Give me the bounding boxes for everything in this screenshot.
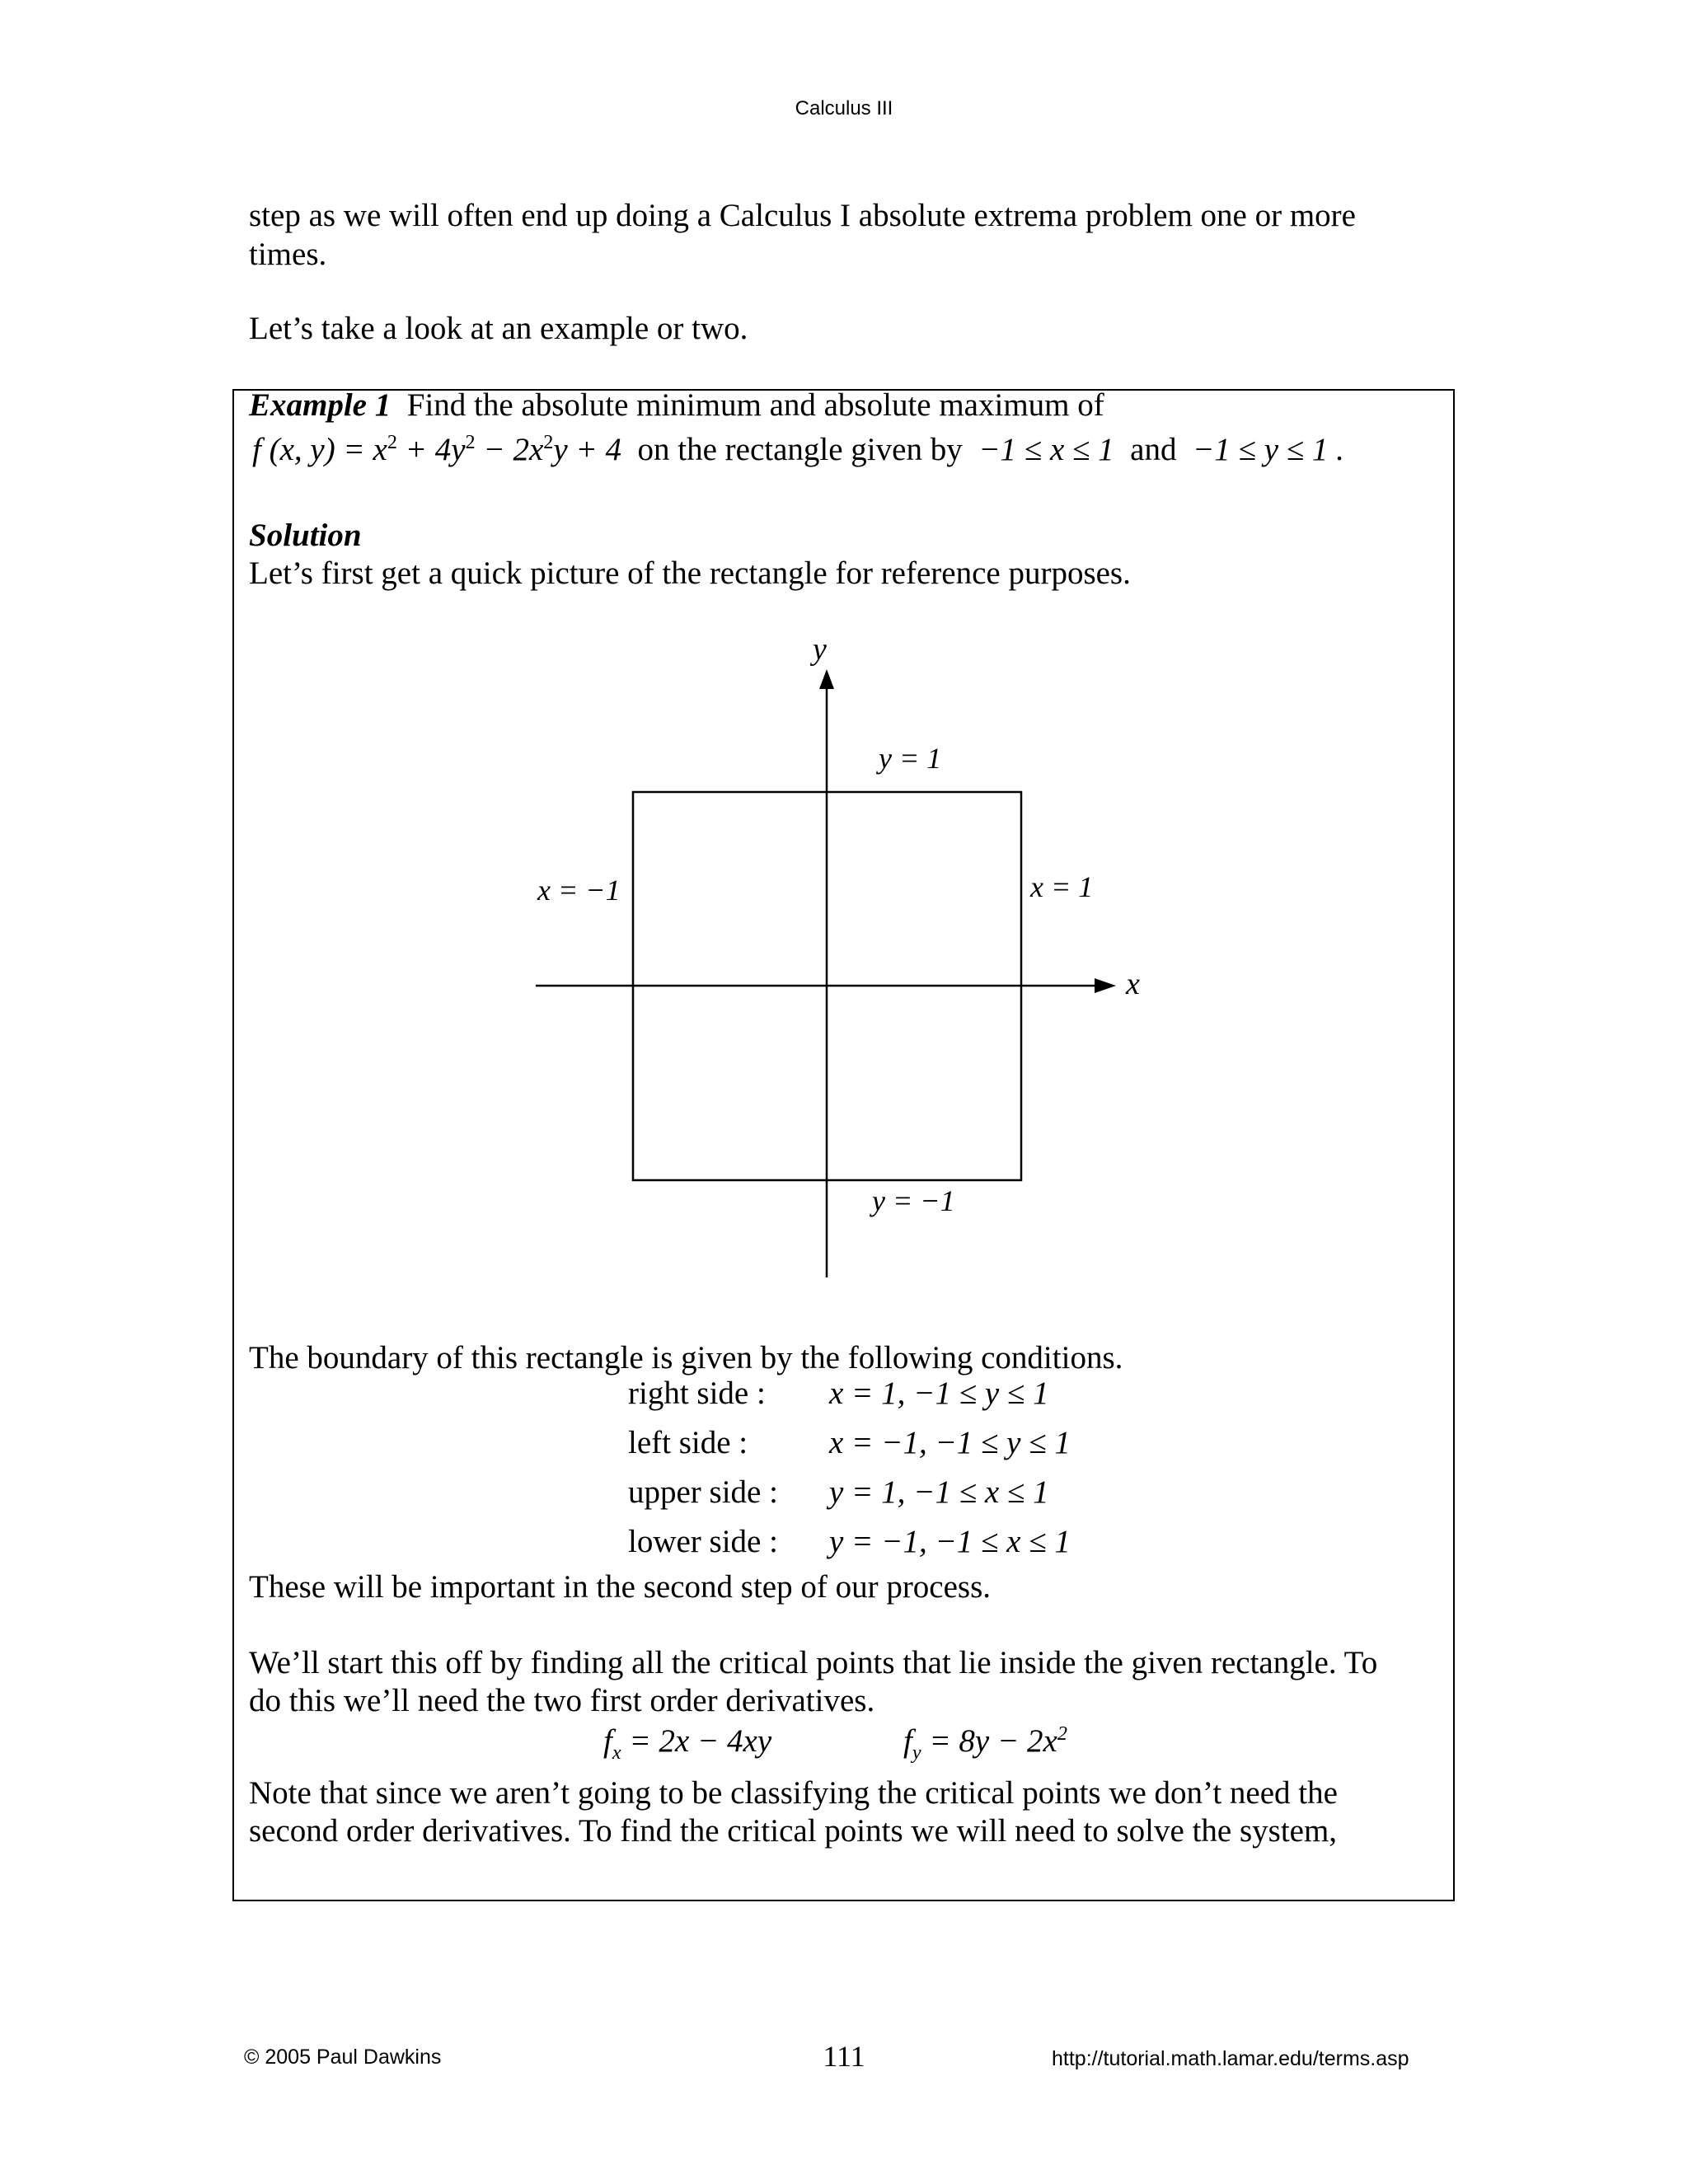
boundary-cond-right: x = 1, −1 ≤ y ≤ 1 — [829, 1376, 1049, 1411]
footer-page-number: 111 — [823, 2040, 865, 2073]
fx-f: f — [603, 1723, 612, 1759]
solution-label: Solution — [249, 518, 362, 553]
example-statement-text: Find the absolute minimum and absolute maximum of — [406, 387, 1104, 423]
bottom-edge-label: y = −1 — [872, 1184, 955, 1217]
x-axis-label: x — [1126, 967, 1140, 1001]
boundary-intro: The boundary of this rectangle is given by the following conditions. — [249, 1340, 1123, 1376]
x-axis-arrowhead — [1095, 978, 1116, 993]
boundary-side-upper: upper side : — [628, 1474, 778, 1510]
boundary-cond-lower: y = −1, −1 ≤ x ≤ 1 — [829, 1524, 1071, 1559]
critical-line-1: We’ll start this off by finding all the critical points that lie inside the given rectangle. To — [249, 1645, 1378, 1680]
y-axis-label: y — [813, 632, 827, 667]
boundary-after: These will be important in the second step of our process. — [249, 1569, 992, 1605]
right-edge-label: x = 1 — [1030, 870, 1094, 903]
function-term-x: x — [373, 432, 387, 467]
fy-sup: 2 — [1057, 1722, 1067, 1745]
intro-line-3: Let’s take a look at an example or two. — [249, 311, 748, 346]
fy-sub: y — [912, 1741, 921, 1764]
fx-equation — [603, 1722, 772, 1764]
on-rect-text: on the rectangle given by — [637, 432, 963, 467]
fy-f: f — [903, 1723, 912, 1759]
footer-url[interactable]: http://tutorial.math.lamar.edu/terms.asp — [1052, 2047, 1409, 2070]
boundary-side-left: left side : — [628, 1425, 748, 1460]
x-range: −1 ≤ x ≤ 1 — [978, 432, 1114, 467]
left-edge-label: x = −1 — [537, 874, 621, 907]
and-text: and — [1130, 432, 1177, 467]
fx-rhs: = 2x − 4xy — [629, 1723, 772, 1759]
y-axis-arrowhead — [819, 669, 834, 689]
exp-1: 2 — [387, 431, 397, 453]
intro-line-1: step as we will often end up doing a Calculus I absolute extrema problem one or more — [249, 198, 1356, 233]
function-term-y4: y + 4 — [553, 432, 622, 467]
boundary-cond-upper: y = 1, −1 ≤ x ≤ 1 — [829, 1474, 1049, 1510]
function-term-4y: + 4y — [405, 432, 466, 467]
y-range: −1 ≤ y ≤ 1 . — [1192, 432, 1344, 467]
boundary-side-lower: lower side : — [628, 1524, 778, 1559]
footer-copyright: © 2005 Paul Dawkins — [244, 2046, 442, 2069]
fy-equation — [903, 1722, 1067, 1764]
example-label: Example 1 — [249, 387, 392, 423]
page-header: Calculus III — [795, 97, 893, 120]
exp-3: 2 — [543, 431, 554, 453]
fy-rhs: = 8y − 2x — [929, 1723, 1057, 1759]
function-lhs: f (x, y) = — [252, 432, 365, 467]
boundary-cond-left: x = −1, −1 ≤ y ≤ 1 — [829, 1425, 1071, 1460]
intro-line-2: times. — [249, 237, 327, 272]
note-line-2: second order derivatives. To find the critical points we will need to solve the system, — [249, 1813, 1338, 1849]
solution-intro: Let’s first get a quick picture of the rectangle for reference purposes. — [249, 555, 1131, 591]
top-edge-label: y = 1 — [879, 742, 942, 775]
boundary-side-right: right side : — [628, 1376, 766, 1411]
exp-2: 2 — [465, 431, 476, 453]
function-term-2x: − 2x — [483, 432, 544, 467]
critical-line-2: do this we’ll need the two first order derivatives. — [249, 1683, 875, 1718]
note-line-1: Note that since we aren’t going to be classifying the critical points we don’t need the — [249, 1775, 1338, 1811]
fx-sub: x — [612, 1741, 621, 1764]
